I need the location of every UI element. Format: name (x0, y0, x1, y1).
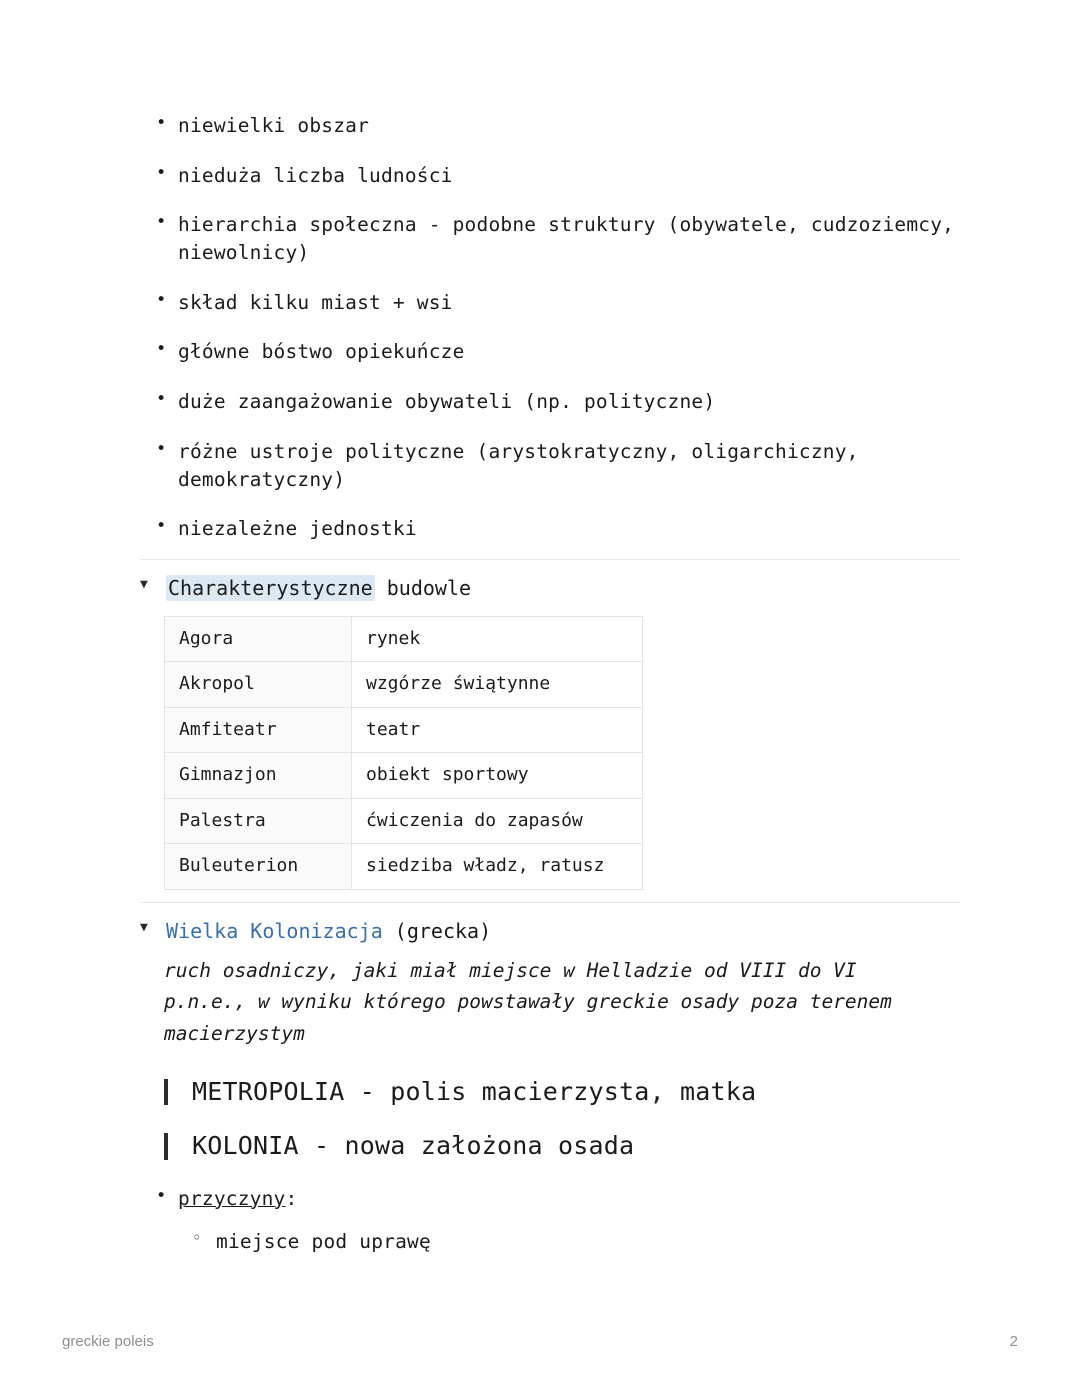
toggle-heading-buildings[interactable] (140, 574, 960, 602)
list-item: ◦ miejsce pod uprawę (178, 1228, 960, 1255)
heading-text (166, 917, 491, 945)
table-cell-name: Buleuterion (165, 844, 352, 890)
causes-list (140, 1185, 960, 1256)
buildings-table (164, 616, 643, 890)
list-item: • główne bóstwo opiekuńcze (140, 338, 960, 366)
table-cell-desc: siedziba władz, ratusz (352, 844, 643, 890)
table-row (165, 616, 643, 662)
toggle-heading-colonization[interactable] (140, 917, 960, 945)
section-divider (140, 559, 960, 560)
table-cell-desc: wzgórze świątynne (352, 662, 643, 708)
chevron-down-icon[interactable]: ▼ (140, 576, 148, 592)
heading-rest: (grecka) (382, 918, 492, 943)
causes-label: przyczyny (178, 1186, 286, 1210)
intro-bullet-list (140, 112, 960, 543)
table-row (165, 798, 643, 844)
table-cell-desc: ćwiczenia do zapasów (352, 798, 643, 844)
section-divider (140, 902, 960, 903)
table-row (165, 844, 643, 890)
table-cell-desc: obiekt sportowy (352, 753, 643, 799)
list-item: • różne ustroje polityczne (arystokratyczny, oligarchiczny, demokratyczny) (140, 438, 960, 493)
list-item: • niezależne jednostki (140, 515, 960, 543)
list-item: • duże zaangażowanie obywateli (np. polityczne) (140, 388, 960, 416)
list-item: • skład kilku miast + wsi (140, 289, 960, 317)
page-footer (0, 1333, 1080, 1353)
table-cell-desc: teatr (352, 707, 643, 753)
page-number: 2 (1009, 1333, 1018, 1350)
table-cell-name: Akropol (165, 662, 352, 708)
table-row (165, 662, 643, 708)
list-item-causes (140, 1185, 960, 1256)
footer-title: greckie poleis (62, 1333, 154, 1350)
table-cell-name: Amfiteatr (165, 707, 352, 753)
table-row (165, 753, 643, 799)
heading-text (166, 574, 471, 602)
chevron-down-icon[interactable]: ▼ (140, 919, 148, 935)
table-cell-name: Gimnazjon (165, 753, 352, 799)
list-item: • nieduża liczba ludności (140, 162, 960, 190)
table-cell-name: Agora (165, 616, 352, 662)
causes-colon: : (285, 1186, 298, 1210)
table-row (165, 707, 643, 753)
heading-highlight: Charakterystyczne (168, 575, 373, 600)
heading-rest: budowle (374, 575, 472, 600)
list-item: • hierarchia społeczna - podobne struktury (obywatele, cudzoziemcy, niewolnicy) (140, 211, 960, 266)
definition-paragraph: ruch osadniczy, jaki miał miejsce w Helladzie od VIII do VI p.n.e., w wyniku którego powstawały greckie osady poza terenem macierzystym (164, 958, 892, 1046)
page-content (140, 112, 960, 1272)
heading-link[interactable]: Wielka Kolonizacja (166, 918, 383, 943)
callout-metropolia: METROPOLIA - polis macierzysta, matka (164, 1076, 960, 1109)
table-cell-name: Palestra (165, 798, 352, 844)
causes-sublist (178, 1228, 960, 1255)
table-cell-desc: rynek (352, 616, 643, 662)
callout-kolonia: KOLONIA - nowa założona osada (164, 1130, 960, 1163)
list-item: • niewielki obszar (140, 112, 960, 140)
